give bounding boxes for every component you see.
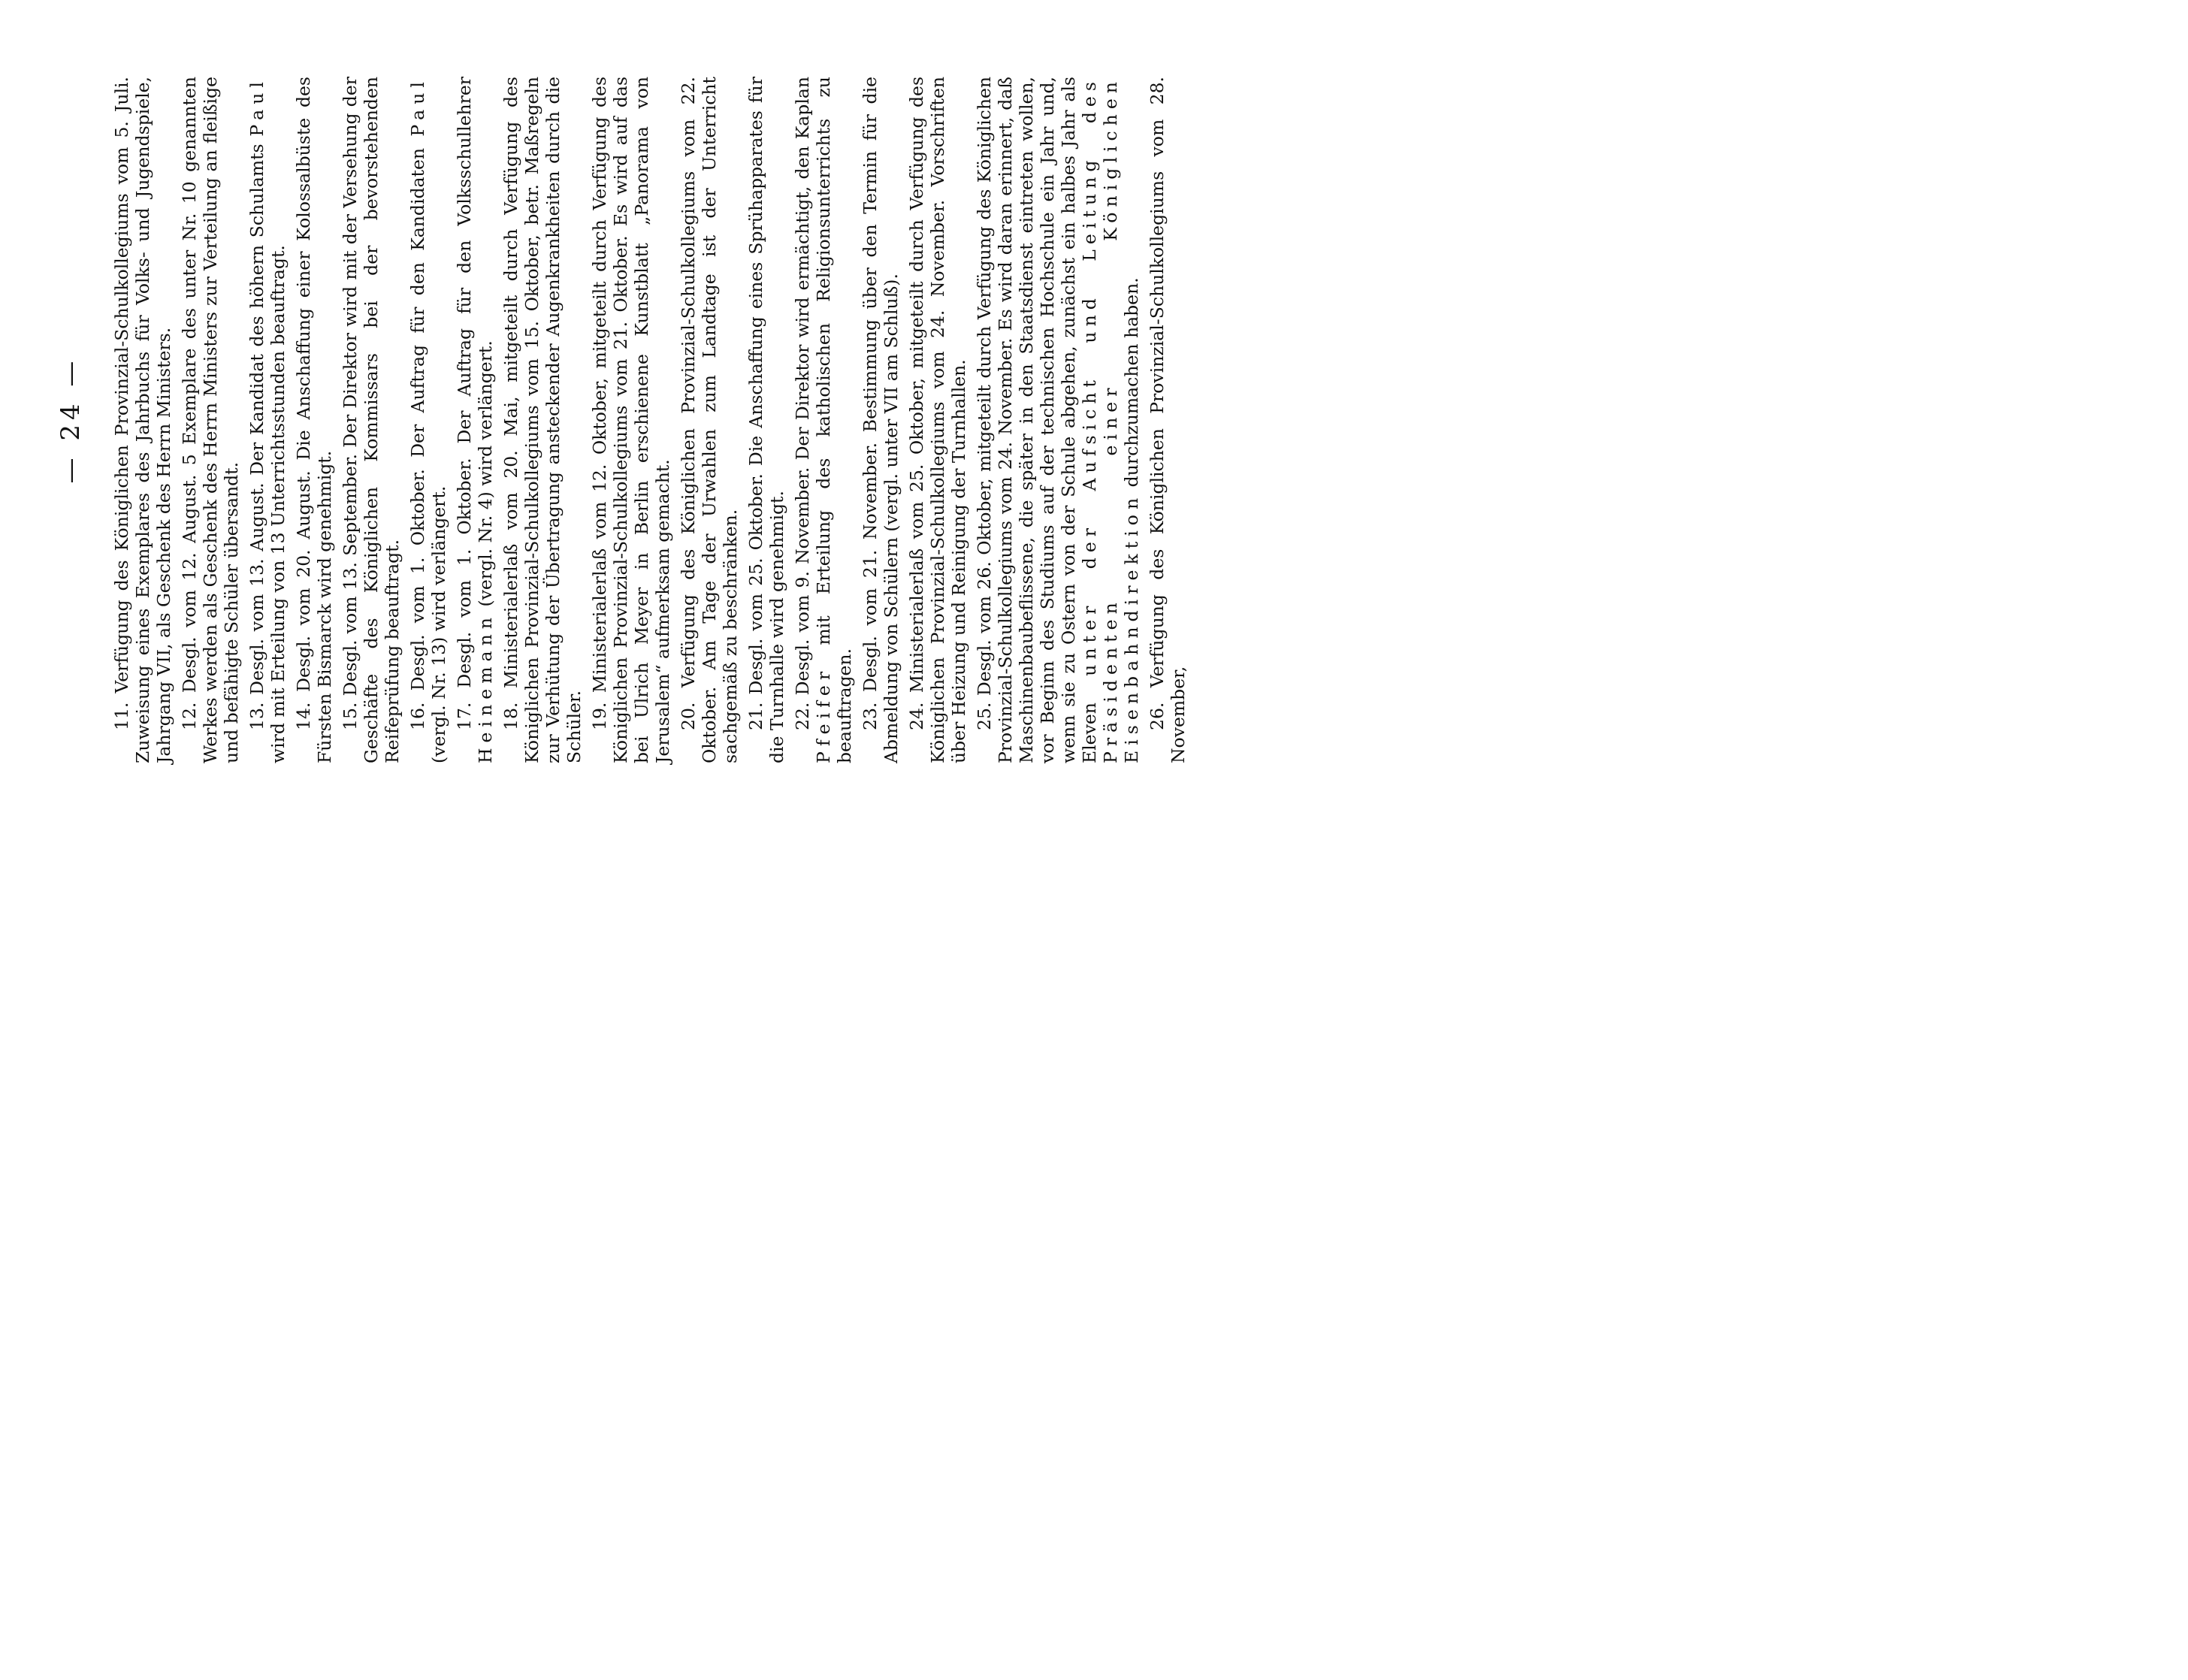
entry-paragraph — [246, 77, 289, 763]
spaced-name: unter der Aufsicht und Leitung des Präsidenten einer Königlichen Eisenbahndirektion — [1079, 77, 1142, 763]
entry-paragraph — [407, 77, 449, 763]
spaced-name: Pfeifer — [813, 666, 834, 763]
entry-paragraph — [179, 77, 242, 763]
entry-text: 24. Ministerialerlaß vom 25. Oktober, mitgeteilt durch Verfügung des Königlichen Provinzial-Schulkollegiums vom 24. November. Vorschriften über Heizung und Reinigung der Turnhallen. — [906, 77, 969, 763]
entry-paragraph — [111, 77, 174, 763]
entry-paragraph — [678, 77, 741, 763]
entry-paragraph — [1147, 77, 1189, 763]
entry-text: 22. Desgl. vom 9. November. Der Direktor wird ermächtigt, den Kaplan — [792, 77, 813, 730]
entry-paragraph — [589, 77, 673, 763]
entry-paragraph — [293, 77, 335, 763]
entry-paragraph — [906, 77, 969, 763]
entry-text: 26. Verfügung des Königlichen Provinzial-Schulkollegiums vom 28. November, — [1147, 77, 1189, 763]
entry-text: 14. Desgl. vom 20. August. Die Anschaffung einer Kolossalbüste des Fürsten Bismarck wird genehmigt. — [293, 77, 335, 763]
entry-text: 23. Desgl. vom 21. November. Bestimmung über den Termin für die Abmeldung von Schülern (vergl. unter VII am Schluß). — [860, 77, 902, 763]
entry-paragraph — [340, 77, 403, 763]
entry-text: 18. Ministerialerlaß vom 20. Mai, mitgeteilt durch Verfügung des Königlichen Provinzial-Schulkollegiums vom 15. Oktober, betr. Maßregeln zur Verhütung der Übertragung ansteckender Augenkrankheiten durch die Schüler. — [500, 77, 585, 763]
entry-text: (vergl. Nr. 4) wird verlängert. — [475, 340, 496, 613]
entry-text: 20. Verfügung des Königlichen Provinzial-Schulkollegiums vom 22. Oktober. Am Tage der Urwahlen zum Landtage ist der Unterricht sachgemäß zu beschränken. — [678, 77, 741, 763]
page-number: — 24 — — [56, 356, 86, 484]
entry-text: wird mit Erteilung von 13 Unterrichtsstunden beauftragt. — [267, 245, 289, 763]
entries-list — [111, 77, 1189, 763]
entry-paragraph — [974, 77, 1142, 763]
entry-text: 16. Desgl. vom 1. Oktober. Der Auftrag für den Kandidaten — [407, 136, 428, 730]
entry-paragraph — [745, 77, 787, 763]
entry-text: mit Erteilung des katholischen Religionsunterrichts zu beauftragen. — [813, 77, 855, 763]
document-page — [14, 11, 1189, 829]
entry-text: 11. Verfügung des Königlichen Provinzial-Schulkollegiums vom 5. Juli. Zuweisung eines Exemplares des Jahrbuchs für Volks- und Jugendspiele, Jahrgang VII, als Geschenk des Herrn Ministers. — [111, 77, 174, 763]
entry-text: 17. Desgl. vom 1. Oktober. Der Auftrag für den Volksschullehrer — [454, 77, 475, 730]
entry-text: 25. Desgl. vom 26. Oktober, mitgeteilt durch Verfügung des Königlichen Provinzial-Schulkollegiums vom 24. November. Es wird daran erinnert, daß Maschinenbaubeflissene, die später in den Staatsdienst eintreten wollen, vor Beginn des Studiums auf der technischen Hochschule ein Jahr und, wenn sie zu Ostern von der Schule abgehen, zunächst ein halbes Jahr als Eleven — [974, 77, 1100, 763]
entry-text: 21. Desgl. vom 25. Oktober. Die Anschaffung eines Sprühapparates für die Turnhalle wird genehmigt. — [745, 77, 787, 763]
entry-paragraph — [454, 77, 496, 763]
spaced-name: Paul — [246, 77, 267, 137]
entry-text: durchzumachen haben. — [1121, 277, 1142, 493]
entry-paragraph — [500, 77, 585, 763]
entry-text: 15. Desgl. vom 13. September. Der Direktor wird mit der Versehung der Geschäfte des Königlichen Kommissars bei der bevorstehenden Reifeprüfung beauftragt. — [340, 77, 403, 763]
entry-paragraph — [860, 77, 902, 763]
spaced-name: Paul — [407, 77, 428, 137]
entry-text: 13. Desgl. vom 13. August. Der Kandidat des höhern Schulamts — [246, 136, 267, 730]
entry-paragraph — [792, 77, 855, 763]
spaced-name: Heinemann — [475, 612, 496, 763]
entry-text: (vergl. Nr. 13) wird verlängert. — [428, 485, 449, 763]
entry-text: 12. Desgl. vom 12. August. 5 Exemplare des unter Nr. 10 genannten Werkes werden als Geschenk des Herrn Ministers zur Verteilung an fleißige und befähigte Schüler übersandt. — [179, 77, 242, 763]
entry-text: 19. Ministerialerlaß vom 12. Oktober, mitgeteilt durch Verfügung des Königlichen Provinzial-Schulkollegiums vom 21. Oktober. Es wird auf das bei Ulrich Meyer in Berlin erschienene Kunstblatt „Panorama von Jerusalem“ aufmerksam gemacht. — [589, 77, 673, 763]
